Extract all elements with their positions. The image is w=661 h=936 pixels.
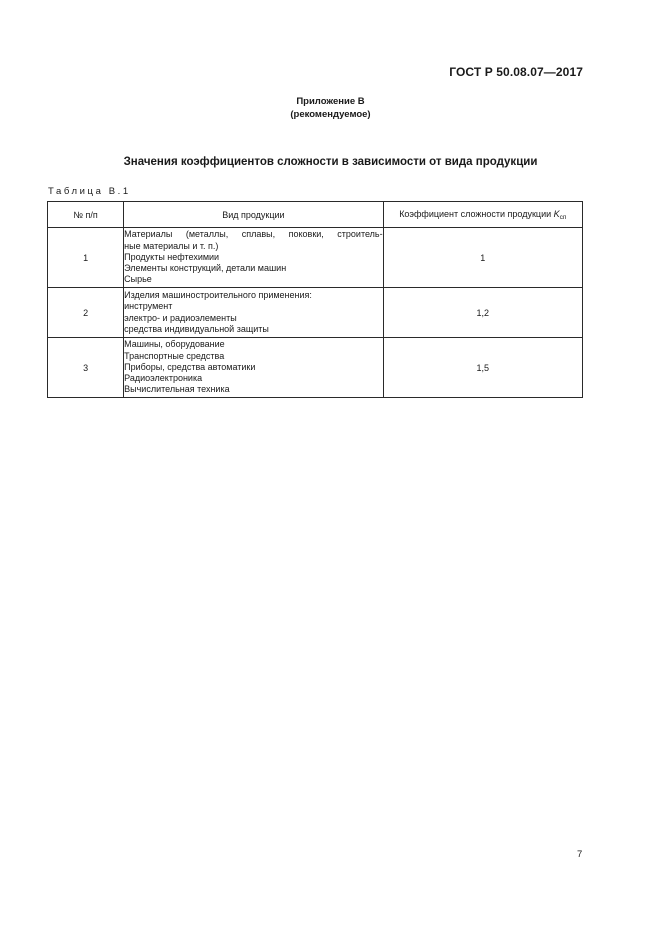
coefficient-value: 1,2 (383, 288, 582, 338)
table-row (48, 338, 583, 398)
header-num: № п/п (48, 202, 124, 228)
product-kind-line: Элементы конструкций, детали машин (124, 263, 287, 274)
product-kind-cell (124, 228, 383, 288)
header-coefficient (383, 202, 582, 228)
product-kind-line: Изделия машиностроительного применения: (124, 290, 312, 301)
product-kind-line: инструмент (124, 301, 173, 312)
section-title: Значения коэффициентов сложности в зависимости от вида продукции (123, 156, 538, 168)
product-kind-line: Материалы (металлы, сплавы, поковки, строитель- (124, 229, 383, 240)
appendix-title: Приложение В (296, 96, 365, 107)
table-row (48, 288, 583, 338)
product-kind-line: Продукты нефтехимии (124, 251, 220, 262)
header-coefficient-text: Коэффициент сложности продукции (399, 208, 554, 219)
page-number: 7 (577, 849, 583, 860)
coefficient-subscript: сп (559, 213, 567, 221)
coefficient-symbol: K (553, 208, 560, 219)
product-kind-line: Приборы, средства автоматики (124, 361, 256, 372)
table-caption: Таблица В.1 (48, 186, 131, 197)
product-kind-line: средства индивидуальной защиты (124, 323, 269, 334)
document-code: ГОСТ Р 50.08.07—2017 (449, 65, 583, 79)
product-kind-line: Радиоэлектроника (124, 373, 203, 384)
product-kind-cell (124, 288, 383, 338)
appendix-status: (рекомендуемое) (290, 109, 371, 120)
product-kind-line: Машины, оборудование (124, 339, 225, 350)
row-number: 2 (48, 288, 124, 338)
product-kind-line: электро- и радиоэлементы (124, 312, 237, 323)
appendix-heading (0, 95, 661, 121)
row-number: 1 (48, 228, 124, 288)
coefficient-value: 1,5 (383, 338, 582, 398)
header-kind: Вид продукции (124, 202, 383, 228)
coefficient-value: 1 (383, 228, 582, 288)
table-header-row (48, 202, 583, 228)
table-row (48, 228, 583, 288)
product-kind-cell (124, 338, 383, 398)
product-kind-line: ные материалы и т. п.) (124, 240, 219, 251)
row-number: 3 (48, 338, 124, 398)
product-kind-line: Вычислительная техника (124, 384, 230, 395)
coefficients-table (47, 201, 583, 398)
product-kind-line: Сырье (124, 274, 152, 285)
product-kind-line: Транспортные средства (124, 350, 225, 361)
